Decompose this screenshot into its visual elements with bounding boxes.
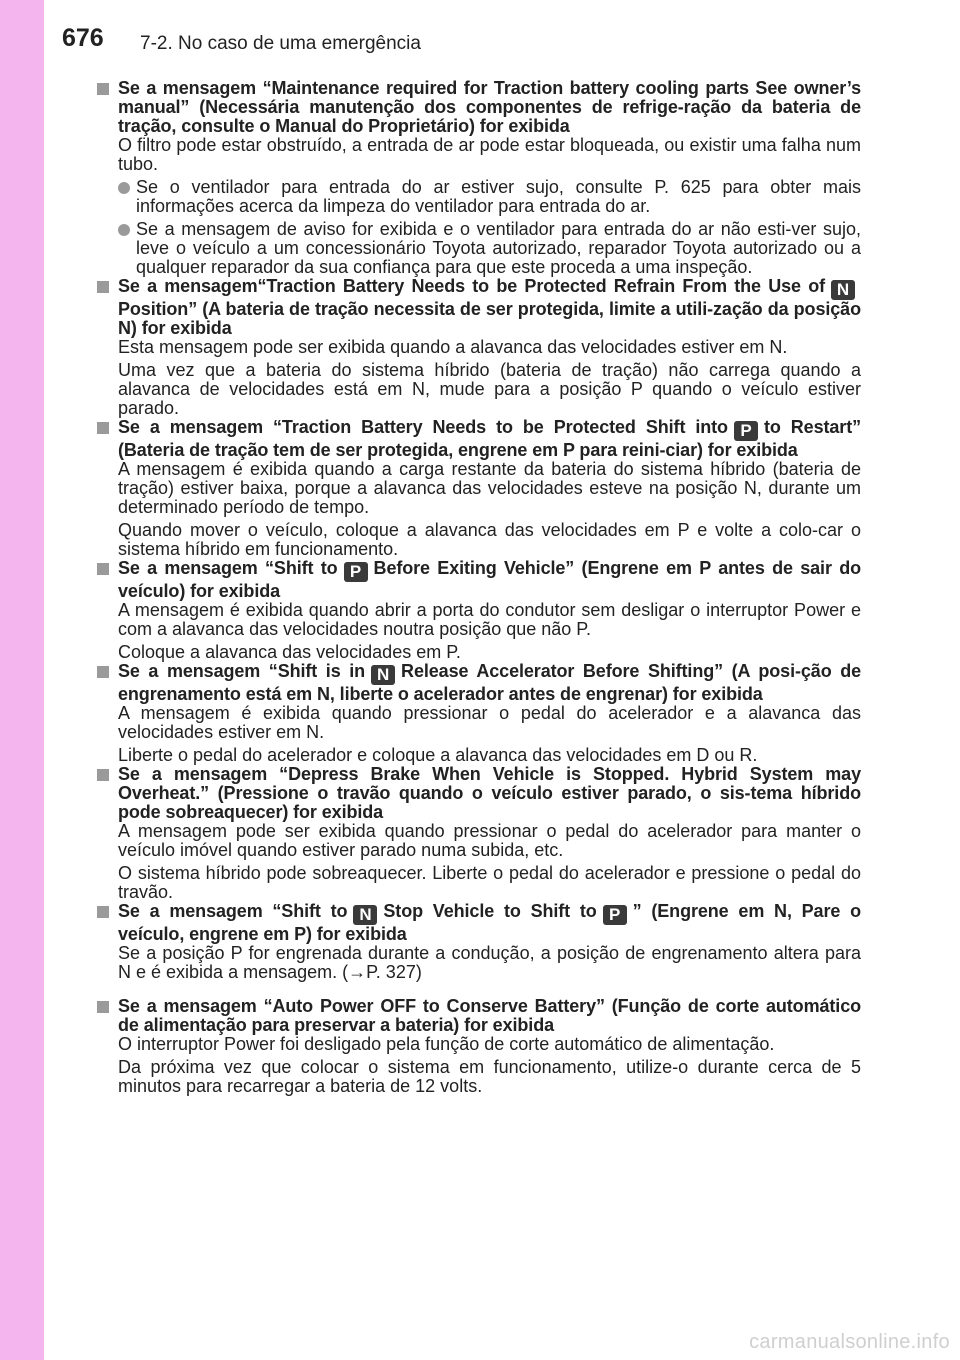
gear-position-icon: N	[371, 665, 395, 685]
section-title: 7-2. No caso de uma emergência	[140, 33, 421, 54]
entry-body: Uma vez que a bateria do sistema híbrido (bateria de tração) não carrega quando a alavanca de velocidades está em N, mude para a posição P quando o veículo estiver parado.	[118, 360, 861, 418]
gear-position-icon: P	[344, 562, 368, 582]
gray-circle-icon	[118, 182, 130, 194]
entry-body: Esta mensagem pode ser exibida quando a alavanca das velocidades estiver em N.	[118, 337, 788, 357]
page-number: 676	[62, 24, 104, 52]
entry-shift-to-p-before-exiting	[97, 559, 861, 662]
gray-square-icon	[97, 563, 109, 575]
entry-body: Da próxima vez que colocar o sistema em funcionamento, utilize-o durante cerca de 5 minutos para recarregar a bateria de 12 volts.	[118, 1057, 861, 1096]
entry-auto-power-off	[97, 997, 861, 1096]
entry-body: Liberte o pedal do acelerador e coloque a alavanca das velocidades em D ou R.	[118, 745, 758, 765]
heading-text: Se a mensagem“Traction Battery Needs to be Protected Refrain From the Use of	[118, 276, 825, 296]
entry-body: O interruptor Power foi desligado pela função de corte automático de alimentação.	[118, 1034, 775, 1054]
heading-text: Stop Vehicle to Shift to	[383, 901, 597, 921]
manual-content	[97, 79, 861, 1096]
heading-text: Se a mensagem “Shift to	[118, 901, 348, 921]
bullet-item	[97, 178, 861, 216]
entry-body: Coloque a alavanca das velocidades em P.	[118, 642, 461, 662]
gray-square-icon	[97, 83, 109, 95]
gray-square-icon	[97, 666, 109, 678]
entry-heading	[118, 277, 861, 338]
entry-shift-to-n-stop-vehicle	[97, 902, 861, 982]
heading-text: Before Exiting Vehicle” (Engrene em P antes de sair do veículo) for exibida	[118, 558, 861, 601]
entry-heading: Se a mensagem “Maintenance required for Traction battery cooling parts See owner’s manual” (Necessária manutenção dos componentes de refrige-ração da bateria de tração, consulte o Manual do Proprietário) for exibida	[118, 78, 861, 136]
entry-heading: Se a mensagem “Auto Power OFF to Conserve Battery” (Função de corte automático de alimentação para preservar a bateria) for exibida	[118, 996, 861, 1035]
entry-maintenance-cooling	[97, 79, 861, 277]
gray-square-icon	[97, 281, 109, 293]
gray-square-icon	[97, 1001, 109, 1013]
gear-position-icon: N	[353, 905, 377, 925]
entry-body: Quando mover o veículo, coloque a alavanca das velocidades em P e volte a colo-car o sistema híbrido em funcionamento.	[118, 520, 861, 559]
heading-text: ” (Engrene em N, Pare o veículo, engrene em P) for exibida	[118, 901, 861, 944]
entry-shift-is-in-n	[97, 662, 861, 765]
entry-body: A mensagem pode ser exibida quando pressionar o pedal do acelerador para manter o veículo imóvel quando estiver parado numa subida, etc.	[118, 821, 861, 860]
entry-heading	[118, 662, 861, 704]
heading-text: Se a mensagem “Traction Battery Needs to be Protected Shift into	[118, 417, 728, 437]
entry-shift-into-p-restart	[97, 418, 861, 559]
entry-body: A mensagem é exibida quando pressionar o pedal do acelerador e a alavanca das velocidades estiver em N.	[118, 703, 861, 742]
entry-heading	[118, 418, 861, 460]
entry-heading	[118, 902, 861, 944]
bullet-item	[97, 220, 861, 277]
gear-position-icon: P	[603, 905, 627, 925]
gear-position-icon: P	[734, 421, 758, 441]
entry-heading: Se a mensagem “Depress Brake When Vehicle is Stopped. Hybrid System may Overheat.” (Pressione o travão quando o veículo estiver parado, o sis-tema híbrido pode sobreaquecer) for exibida	[118, 764, 861, 822]
gray-square-icon	[97, 769, 109, 781]
heading-text: Se a mensagem “Shift is in	[118, 661, 366, 681]
watermark: carmanualsonline.info	[749, 1331, 950, 1353]
gray-circle-icon	[118, 224, 130, 236]
entry-body: Se a posição P for engrenada durante a condução, a posição de engrenamento altera para N e é exibida a mensagem. (→P. 327)	[118, 943, 861, 982]
entry-body: O sistema híbrido pode sobreaquecer. Liberte o pedal do acelerador e pressione o pedal do travão.	[118, 863, 861, 902]
bullet-text: Se a mensagem de aviso for exibida e o ventilador para entrada do ar não esti-ver sujo, leve o veículo a um concessionário Toyota autorizado, reparador Toyota autorizado ou a qualquer reparador da sua confiança para que este proceda a uma inspeção.	[136, 219, 861, 277]
heading-text: Release Accelerator Before Shifting” (A posi-ção de engrenamento está em N, liberte o acelerador antes de engrenar) for exibida	[118, 661, 862, 704]
heading-text: to Restart” (Bateria de tração tem de ser protegida, engrene em P para reini-ciar) for exibida	[118, 417, 861, 460]
entry-body: A mensagem é exibida quando abrir a porta do condutor sem desligar o interruptor Power e com a alavanca das velocidades noutra posição que não P.	[118, 600, 861, 639]
side-color-band	[0, 0, 44, 1360]
entry-heading	[118, 559, 861, 601]
bullet-text: Se o ventilador para entrada do ar estiver sujo, consulte P. 625 para obter mais informações acerca da limpeza do ventilador para entrada do ar.	[136, 177, 861, 216]
gear-position-icon: N	[831, 280, 855, 300]
entry-refrain-n-position	[97, 277, 861, 418]
heading-text: Se a mensagem “Shift to	[118, 558, 338, 578]
gray-square-icon	[97, 422, 109, 434]
gray-square-icon	[97, 906, 109, 918]
heading-text: Position” (A bateria de tração necessita de ser protegida, limite a utili-zação da posição N) for exibida	[118, 299, 861, 338]
entry-depress-brake	[97, 765, 861, 902]
entry-body: O filtro pode estar obstruído, a entrada de ar pode estar bloqueada, ou existir uma falha num tubo.	[118, 135, 861, 174]
entry-body: A mensagem é exibida quando a carga restante da bateria do sistema híbrido (bateria de tração) estiver baixa, porque a alavanca das velocidades esteve na posição N, durante um determinado período de tempo.	[118, 459, 861, 517]
